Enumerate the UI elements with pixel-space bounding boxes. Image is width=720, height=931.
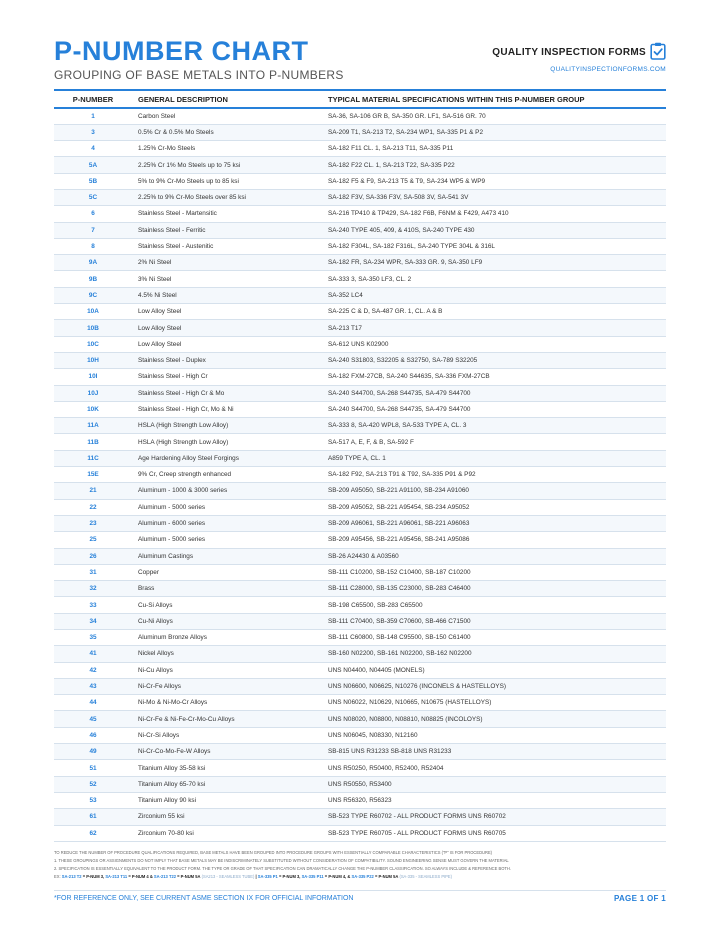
table-row — [54, 483, 666, 499]
description-cell: 2.25% Cr 1% Mo Steels up to 75 ksi — [132, 157, 322, 173]
example-spec: SA-335 P1 — [257, 874, 278, 879]
clipboard-check-icon — [650, 42, 666, 60]
p-number-cell: 3 — [54, 124, 132, 140]
table-row — [54, 630, 666, 646]
p-number-cell: 32 — [54, 581, 132, 597]
p-number-cell: 61 — [54, 809, 132, 825]
specification-cell: SA-240 S44700, SA-268 S44735, SA-479 S44700 — [322, 401, 666, 417]
description-cell: Stainless Steel - Austenitic — [132, 238, 322, 254]
page-subtitle: GROUPING OF BASE METALS INTO P-NUMBERS — [54, 68, 344, 82]
p-number-cell: 33 — [54, 597, 132, 613]
specification-cell: SA-182 FXM-27CB, SA-240 S44635, SA-336 FXM-27CB — [322, 369, 666, 385]
p-number-cell: 26 — [54, 548, 132, 564]
table-row — [54, 662, 666, 678]
table-row — [54, 222, 666, 238]
specification-cell: SB-26 A24430 & A03560 — [322, 548, 666, 564]
p-number-cell: 10C — [54, 336, 132, 352]
specification-cell: SA-612 UNS K02900 — [322, 336, 666, 352]
specification-cell: SA-182 F22 CL. 1, SA-213 T22, SA-335 P22 — [322, 157, 666, 173]
p-number-cell: 5B — [54, 173, 132, 189]
description-cell: Cu-Si Alloys — [132, 597, 322, 613]
brand-url[interactable]: QUALITYINSPECTIONFORMS.COM — [550, 66, 666, 73]
column-header-description: GENERAL DESCRIPTION — [132, 90, 322, 108]
table-row — [54, 124, 666, 140]
brand-name: QUALITY INSPECTION FORMS — [492, 47, 646, 58]
example-note: (SA213 - SEAMLESS TUBE) — [201, 874, 255, 879]
table-row — [54, 173, 666, 189]
page-footer — [54, 890, 666, 904]
footnotes — [54, 849, 666, 881]
table-row — [54, 727, 666, 743]
specification-cell: SB-111 C70400, SB-359 C70600, SB-466 C71500 — [322, 613, 666, 629]
specification-cell: A859 TYPE A, CL. 1 — [322, 450, 666, 466]
table-row — [54, 825, 666, 841]
table-row — [54, 548, 666, 564]
description-cell: Carbon Steel — [132, 108, 322, 124]
p-number-cell: 25 — [54, 532, 132, 548]
page-title: P-NUMBER CHART — [54, 36, 309, 66]
table-row — [54, 255, 666, 271]
example-pnum: = P-NUM 4, & — [324, 874, 351, 879]
specification-cell: SB-209 A95050, SB-221 A91100, SB-234 A91060 — [322, 483, 666, 499]
description-cell: Ni-Mo & Ni-Mo-Cr Alloys — [132, 695, 322, 711]
description-cell: HSLA (High Strength Low Alloy) — [132, 418, 322, 434]
description-cell: Nickel Alloys — [132, 646, 322, 662]
example-pnum: = P-NUM 5A — [374, 874, 399, 879]
description-cell: 9% Cr, Creep strength enhanced — [132, 467, 322, 483]
p-number-cell: 62 — [54, 825, 132, 841]
table-row — [54, 206, 666, 222]
example-pnum: = P-NUM 5A — [177, 874, 201, 879]
specification-cell: SA-517 A, E, F, & B, SA-592 F — [322, 434, 666, 450]
p-number-cell: 8 — [54, 238, 132, 254]
description-cell: 5% to 9% Cr-Mo Steels up to 85 ksi — [132, 173, 322, 189]
description-cell: Ni-Cr-Si Alloys — [132, 727, 322, 743]
description-cell: Aluminum Bronze Alloys — [132, 630, 322, 646]
table-row — [54, 581, 666, 597]
p-number-cell: 1 — [54, 108, 132, 124]
p-number-cell: 42 — [54, 662, 132, 678]
table-row — [54, 401, 666, 417]
p-number-cell: 5C — [54, 189, 132, 205]
page-number: PAGE 1 OF 1 — [613, 894, 666, 903]
description-cell: Stainless Steel - High Cr — [132, 369, 322, 385]
description-cell: HSLA (High Strength Low Alloy) — [132, 434, 322, 450]
table-row — [54, 744, 666, 760]
example-spec: SA-213 T22 — [153, 874, 176, 879]
description-cell: Stainless Steel - Ferritic — [132, 222, 322, 238]
table-row — [54, 613, 666, 629]
description-cell: Stainless Steel - High Cr & Mo — [132, 385, 322, 401]
specification-cell: SB-209 A95052, SB-221 A95454, SB-234 A95052 — [322, 499, 666, 515]
table-row — [54, 695, 666, 711]
specification-cell: SA-182 F304L, SA-182 F316L, SA-240 TYPE 304L & 316L — [322, 238, 666, 254]
table-row — [54, 776, 666, 792]
specification-cell: SA-213 T17 — [322, 320, 666, 336]
description-cell: Copper — [132, 564, 322, 580]
p-number-cell: 46 — [54, 727, 132, 743]
table-row — [54, 434, 666, 450]
table-row — [54, 597, 666, 613]
table-row — [54, 141, 666, 157]
page-header — [54, 36, 666, 86]
description-cell: 2% Ni Steel — [132, 255, 322, 271]
specification-cell: SB-523 TYPE R60705 - ALL PRODUCT FORMS UNS R60705 — [322, 825, 666, 841]
example-spec: SA-335 P22 — [351, 874, 374, 879]
p-number-cell: 9B — [54, 271, 132, 287]
description-cell: Aluminum - 6000 series — [132, 515, 322, 531]
table-row — [54, 287, 666, 303]
example-note: (SA-335 - SEAMLESS PIPE) — [399, 874, 453, 879]
specification-cell: SA-333 3, SA-350 LF3, CL. 2 — [322, 271, 666, 287]
p-number-cell: 41 — [54, 646, 132, 662]
description-cell: Aluminum - 1000 & 3000 series — [132, 483, 322, 499]
p-number-cell: 4 — [54, 141, 132, 157]
specification-cell: SA-209 T1, SA-213 T2, SA-234 WP1, SA-335 P1 & P2 — [322, 124, 666, 140]
table-row — [54, 792, 666, 808]
p-number-cell: 22 — [54, 499, 132, 515]
p-number-cell: 51 — [54, 760, 132, 776]
description-cell: Low Alloy Steel — [132, 320, 322, 336]
specification-cell: SB-111 C10200, SB-152 C10400, SB-187 C10200 — [322, 564, 666, 580]
specification-cell: UNS N06600, N06625, N10276 (INCONELS & HASTELLOYS) — [322, 678, 666, 694]
footnote-example — [54, 873, 666, 881]
description-cell: Aluminum - 5000 series — [132, 499, 322, 515]
specification-cell: SA-352 LC4 — [322, 287, 666, 303]
table-row — [54, 238, 666, 254]
p-number-table — [54, 89, 666, 842]
p-number-cell: 31 — [54, 564, 132, 580]
description-cell: Aluminum Castings — [132, 548, 322, 564]
p-number-cell: 44 — [54, 695, 132, 711]
specification-cell: SA-240 TYPE 405, 409, & 410S, SA-240 TYPE 430 — [322, 222, 666, 238]
p-number-cell: 9A — [54, 255, 132, 271]
reference-disclaimer: *FOR REFERENCE ONLY, SEE CURRENT ASME SECTION IX FOR OFFICIAL INFORMATION — [54, 895, 354, 902]
specification-cell: SB-815 UNS R31233 SB-818 UNS R31233 — [322, 744, 666, 760]
specification-cell: SA-240 S31803, S32205 & S32750, SA-789 S32205 — [322, 352, 666, 368]
specification-cell: UNS R56320, R56323 — [322, 792, 666, 808]
table-row — [54, 678, 666, 694]
footnote-1: 1. THESE GROUPINGS OR ASSIGNMENTS DO NOT IMPLY THAT BASE METALS MAY BE INDISCRIMINATELY SUBSTITUTED WITHOUT CONSIDERATION OF COMPATIBILITY. SOUND ENGINEERING SENSE MUST GOVERN THE MATERIAL — [54, 858, 509, 863]
table-row — [54, 711, 666, 727]
p-number-cell: 5A — [54, 157, 132, 173]
specification-cell: SA-182 F3V, SA-336 F3V, SA-508 3V, SA-541 3V — [322, 189, 666, 205]
p-number-cell: 15E — [54, 467, 132, 483]
table-row — [54, 108, 666, 124]
p-number-cell: 6 — [54, 206, 132, 222]
table-row — [54, 515, 666, 531]
table-row — [54, 532, 666, 548]
table-header-row — [54, 90, 666, 108]
footnote-2: 2. SPECIFICATION IS ESSENTIALLY EQUIVALENT TO THE PRODUCT FORM. THE TYPE OR GRADE OF THAT SPECIFICATION CAN DRAMATICALLY CHANGE THE P-NUMBER CLASSIFICATION. SO ALWAYS INCLUDE & REFERENCE BOTH. — [54, 866, 511, 871]
description-cell: Age Hardening Alloy Steel Forgings — [132, 450, 322, 466]
description-cell: Aluminum - 5000 series — [132, 532, 322, 548]
table-row — [54, 271, 666, 287]
description-cell: Ni-Cu Alloys — [132, 662, 322, 678]
column-header-specifications: TYPICAL MATERIAL SPECIFICATIONS WITHIN THIS P-NUMBER GROUP — [322, 90, 666, 108]
description-cell: Ni-Cr-Fe & Ni-Fe-Cr-Mo-Cu Alloys — [132, 711, 322, 727]
description-cell: Zirconium 70-80 ksi — [132, 825, 322, 841]
specification-cell: SB-523 TYPE R60702 - ALL PRODUCT FORMS UNS R60702 — [322, 809, 666, 825]
p-number-cell: 10J — [54, 385, 132, 401]
specification-cell: SB-111 C28000, SB-135 C23000, SB-283 C46400 — [322, 581, 666, 597]
p-number-cell: 53 — [54, 792, 132, 808]
description-cell: Titanium Alloy 90 ksi — [132, 792, 322, 808]
specification-cell: SB-198 C65500, SB-283 C65500 — [322, 597, 666, 613]
specification-cell: UNS N06045, N08330, N12160 — [322, 727, 666, 743]
description-cell: 2.25% to 9% Cr-Mo Steels over 85 ksi — [132, 189, 322, 205]
specification-cell: SB-209 A96061, SB-221 A96061, SB-221 A96063 — [322, 515, 666, 531]
specification-cell: SA-182 F5 & F9, SA-213 T5 & T9, SA-234 WP5 & WP9 — [322, 173, 666, 189]
description-cell: Cu-Ni Alloys — [132, 613, 322, 629]
table-row — [54, 352, 666, 368]
p-number-cell: 10I — [54, 369, 132, 385]
p-number-cell: 52 — [54, 776, 132, 792]
p-number-cell: 23 — [54, 515, 132, 531]
p-number-cell: 10H — [54, 352, 132, 368]
description-cell: Stainless Steel - Duplex — [132, 352, 322, 368]
specification-cell: SA-225 C & D, SA-487 GR. 1, CL. A & B — [322, 304, 666, 320]
p-number-cell: 10K — [54, 401, 132, 417]
description-cell: Stainless Steel - High Cr, Mo & Ni — [132, 401, 322, 417]
table-row — [54, 499, 666, 515]
specification-cell: UNS R50550, R53400 — [322, 776, 666, 792]
description-cell: Titanium Alloy 65-70 ksi — [132, 776, 322, 792]
example-pnum: = P-NUM 4 & — [128, 874, 153, 879]
table-row — [54, 304, 666, 320]
example-pnum: = P-NUM 3, — [82, 874, 105, 879]
table-row — [54, 336, 666, 352]
description-cell: 0.5% Cr & 0.5% Mo Steels — [132, 124, 322, 140]
specification-cell: SA-333 8, SA-420 WPL8, SA-533 TYPE A, CL. 3 — [322, 418, 666, 434]
description-cell: Titanium Alloy 35-58 ksi — [132, 760, 322, 776]
table-row — [54, 418, 666, 434]
p-number-cell: 49 — [54, 744, 132, 760]
specification-cell: UNS R50250, R50400, R52400, R52404 — [322, 760, 666, 776]
specification-cell: SA-182 FR, SA-234 WPR, SA-333 GR. 9, SA-350 LF9 — [322, 255, 666, 271]
specification-cell: SA-182 F92, SA-213 T91 & T92, SA-335 P91 & P92 — [322, 467, 666, 483]
p-number-cell: 7 — [54, 222, 132, 238]
table-row — [54, 369, 666, 385]
description-cell: Stainless Steel - Martensitic — [132, 206, 322, 222]
example-prefix: EX: — [54, 874, 61, 879]
table-row — [54, 450, 666, 466]
specification-cell: SA-182 F11 CL. 1, SA-213 T11, SA-335 P11 — [322, 141, 666, 157]
table-row — [54, 385, 666, 401]
description-cell: 1.25% Cr-Mo Steels — [132, 141, 322, 157]
example-spec: SA-335 P11 — [301, 874, 324, 879]
column-header-p-number: P-NUMBER — [54, 90, 132, 108]
description-cell: 4.5% Ni Steel — [132, 287, 322, 303]
table-row — [54, 467, 666, 483]
table-row — [54, 809, 666, 825]
description-cell: Low Alloy Steel — [132, 336, 322, 352]
specification-cell: UNS N08020, N08800, N08810, N08825 (INCOLOYS) — [322, 711, 666, 727]
example-spec: SA-213 T11 — [105, 874, 128, 879]
p-number-cell: 11C — [54, 450, 132, 466]
p-number-cell: 34 — [54, 613, 132, 629]
specification-cell: UNS N04400, N04405 (MONELS) — [322, 662, 666, 678]
specification-cell: SA-36, SA-106 GR B, SA-350 GR. LF1, SA-516 GR. 70 — [322, 108, 666, 124]
p-number-cell: 21 — [54, 483, 132, 499]
description-cell: 3% Ni Steel — [132, 271, 322, 287]
specification-cell: SA-240 S44700, SA-268 S44735, SA-479 S44700 — [322, 385, 666, 401]
description-cell: Ni-Cr-Co-Mo-Fe-W Alloys — [132, 744, 322, 760]
specification-cell: SB-209 A95456, SB-221 A95456, SB-241 A95086 — [322, 532, 666, 548]
example-pnum: = P-NUM 3, — [278, 874, 301, 879]
description-cell: Low Alloy Steel — [132, 304, 322, 320]
footnote-intro: TO REDUCE THE NUMBER OF PROCEDURE QUALIFICATIONS REQUIRED, BASE METALS HAVE BEEN GROUPED INTO PROCEDURE GROUPS WITH ESSENTIALLY COMPARABLE CHARACTERISTICS ("P" IS FOR PROCEDURE) — [54, 850, 493, 855]
p-number-cell: 11B — [54, 434, 132, 450]
p-number-cell: 11A — [54, 418, 132, 434]
table-row — [54, 760, 666, 776]
description-cell: Brass — [132, 581, 322, 597]
p-number-cell: 43 — [54, 678, 132, 694]
specification-cell: UNS N06022, N10629, N10665, N10675 (HASTELLOYS) — [322, 695, 666, 711]
table-row — [54, 157, 666, 173]
p-number-cell: 35 — [54, 630, 132, 646]
p-number-cell: 45 — [54, 711, 132, 727]
table-row — [54, 320, 666, 336]
description-cell: Zirconium 55 ksi — [132, 809, 322, 825]
table-row — [54, 564, 666, 580]
p-number-cell: 10A — [54, 304, 132, 320]
specification-cell: SB-160 N02200, SB-161 N02200, SB-162 N02200 — [322, 646, 666, 662]
example-spec: SA-213 T2 — [61, 874, 82, 879]
specification-cell: SA-216 TP410 & TP429, SA-182 F6B, F6NM & F429, A473 410 — [322, 206, 666, 222]
table-row — [54, 646, 666, 662]
description-cell: Ni-Cr-Fe Alloys — [132, 678, 322, 694]
example-separator: | — [255, 874, 257, 879]
table-row — [54, 189, 666, 205]
p-number-cell: 10B — [54, 320, 132, 336]
p-number-cell: 9C — [54, 287, 132, 303]
specification-cell: SB-111 C60800, SB-148 C95500, SB-150 C61400 — [322, 630, 666, 646]
